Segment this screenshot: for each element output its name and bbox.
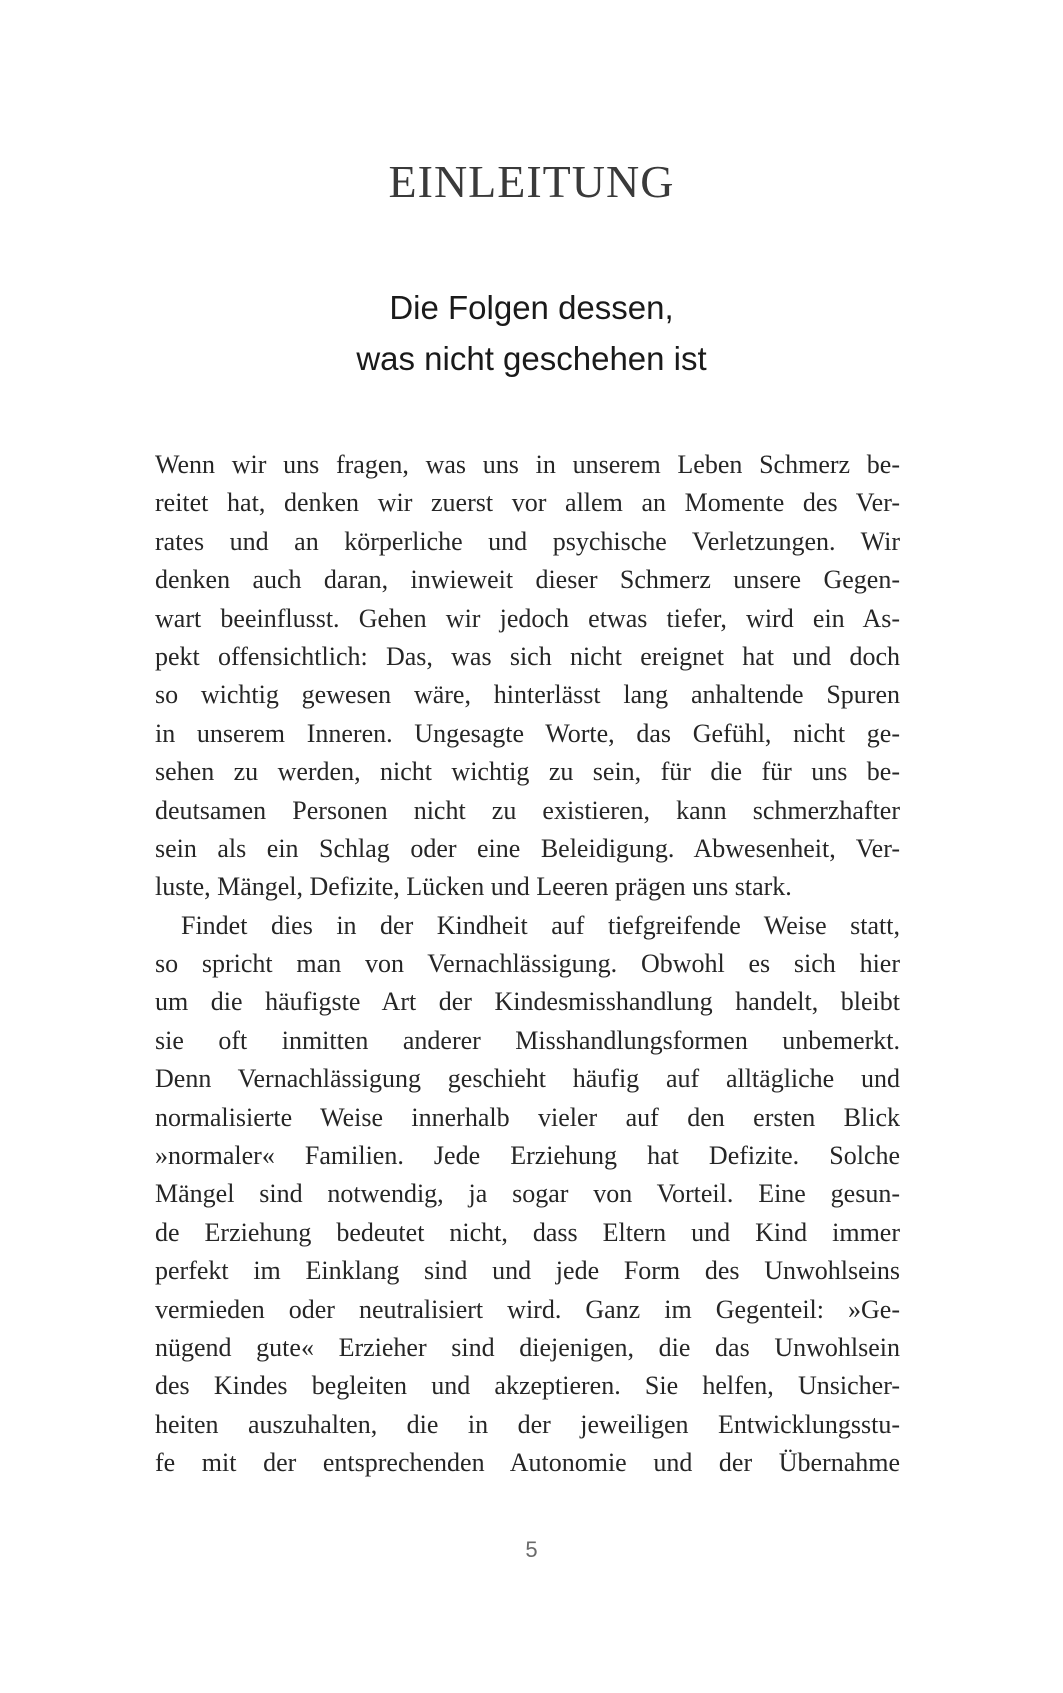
text-line: »normaler« Familien. Jede Erziehung hat Defizite. Solche [155,1141,900,1171]
text-line: heiten auszuhalten, die in der jeweiligen Entwicklungsstu- [155,1409,900,1439]
text-line: so spricht man von Vernachlässigung. Obwohl es sich hier [155,949,900,979]
text-line: fe mit der entsprechenden Autonomie und der Übernahme [155,1448,900,1478]
text-line: in unserem Inneren. Ungesagte Worte, das Gefühl, nicht ge- [155,718,900,748]
text-line: Findet dies in der Kindheit auf tiefgreifende Weise statt, [181,910,900,940]
text-line: nügend gute« Erzieher sind diejenigen, die das Unwohlsein [155,1332,900,1362]
text-line: pekt offensichtlich: Das, was sich nicht ereignet hat und doch [155,641,900,671]
text-line: normalisierte Weise innerhalb vieler auf den ersten Blick [155,1102,900,1132]
text-line: reitet hat, denken wir zuerst vor allem an Momente des Ver- [155,488,900,518]
paragraph-1 [155,446,900,907]
text-line: denken auch daran, inwieweit dieser Schmerz unsere Gegen- [155,565,900,595]
text-line: luste, Mängel, Defizite, Lücken und Leeren prägen uns stark. [155,872,792,902]
text-line: perfekt im Einklang sind und jede Form des Unwohlseins [155,1256,900,1286]
subtitle-line-1: Die Folgen dessen, [389,289,674,326]
body-text [155,446,900,1483]
chapter-title: EINLEITUNG [388,156,675,207]
text-line: um die häufigste Art der Kindesmisshandlung handelt, bleibt [155,987,900,1017]
text-line: Wenn wir uns fragen, was uns in unserem Leben Schmerz be- [155,450,900,479]
text-line: Denn Vernachlässigung geschieht häufig auf alltägliche und [155,1064,900,1094]
text-line: vermieden oder neutralisiert wird. Ganz im Gegenteil: »Ge- [155,1294,900,1324]
text-line: Mängel sind notwendig, ja sogar von Vorteil. Eine gesun- [155,1179,900,1209]
paragraph-2 [155,907,900,1483]
page-number: 5 [525,1537,538,1562]
text-line: sie oft inmitten anderer Misshandlungsformen unbemerkt. [155,1025,900,1055]
text-line: so wichtig gewesen wäre, hinterlässt lang anhaltende Spuren [155,680,900,710]
text-line: sehen zu werden, nicht wichtig zu sein, für die für uns be- [155,757,900,787]
chapter-subtitle [0,282,1063,384]
text-line: de Erziehung bedeutet nicht, dass Eltern und Kind immer [155,1217,900,1247]
text-line: sein als ein Schlag oder eine Beleidigung. Abwesenheit, Ver- [155,833,900,863]
text-line: rates und an körperliche und psychische Verletzungen. Wir [155,526,900,556]
text-line: deutsamen Personen nicht zu existieren, kann schmerzhafter [155,795,900,825]
subtitle-line-2: was nicht geschehen ist [356,340,707,377]
text-line: wart beeinflusst. Gehen wir jedoch etwas tiefer, wird ein As- [155,603,900,633]
text-line: des Kindes begleiten und akzeptieren. Sie helfen, Unsicher- [155,1371,900,1401]
